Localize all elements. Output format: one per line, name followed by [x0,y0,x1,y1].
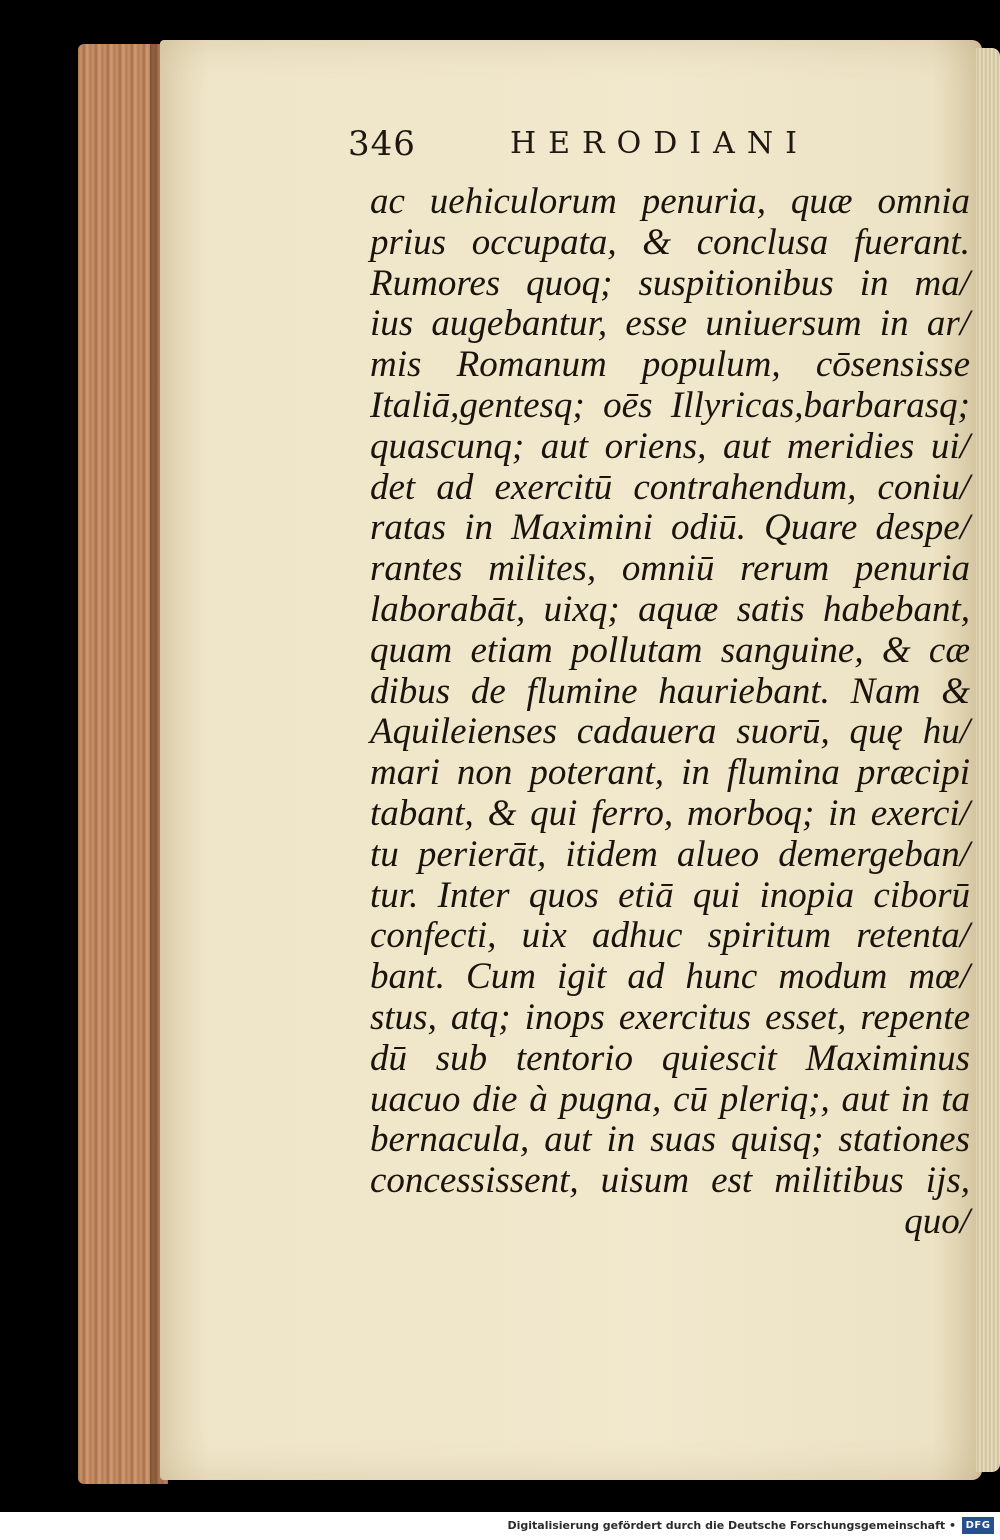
catchword: quo/ [904,1200,970,1242]
running-title: HERODIANI [510,126,809,161]
funding-credit: Digitalisierung gefördert durch die Deutsche Forschungsgemeinschaft • [507,1519,956,1532]
dfg-logo-icon: DFG [962,1517,994,1534]
page-number: 346 [348,124,416,164]
page-right-edge [976,48,1000,1472]
text-line: bant. Cum igit ad hunc modum mœ/ [370,956,970,998]
text-line: ac uehiculorum penuria, quæ omnia [370,181,970,222]
footer-bar [0,1512,1000,1540]
text-line: tu perierāt, itidem alueo demergeban/ [370,833,970,875]
text-line: uacuo die à pugna, cū pleriq;, aut in ta [370,1078,970,1120]
text-line: tur. Inter quos etiā qui inopia ciborū [370,874,970,916]
text-line: stus, atq; inops exercitus esset, repente [370,996,970,1038]
text-line: laborabāt, uixq; aquæ satis habebant, [370,588,970,630]
text-line: det ad exercitū contrahendum, coniu/ [370,466,970,508]
text-line: Italiā,gentesq; oēs Illyricas,barbarasq; [370,384,970,426]
text-line: prius occupata, & conclusa fuerant. [370,221,970,263]
text-line: quam etiam pollutam sanguine, & cæ [370,629,970,671]
text-line: Aquileienses cadauera suorū, quę hu/ [370,711,970,753]
text-line: tabant, & qui ferro, morboq; in exerci/ [370,792,970,834]
text-line: confecti, uix adhuc spiritum retenta/ [370,915,970,957]
text-line: Rumores quoq; suspitionibus in ma/ [370,262,970,304]
text-line: mari non poterant, in flumina præcipi [370,752,970,794]
text-line: concessissent, uisum est militibus ijs, [370,1160,970,1202]
text-line: rantes milites, omniū rerum penuria [370,548,970,590]
text-line: mis Romanum populum, cōsensisse [370,344,970,386]
text-line: quascunq; aut oriens, aut meridies ui/ [370,425,970,467]
text-line: ratas in Maximini odiū. Quare despe/ [370,507,970,549]
text-line: dibus de flumine hauriebant. Nam & [370,670,970,712]
text-line: ius augebantur, esse uniuersum in ar/ [370,303,970,345]
page-header [348,124,818,174]
text-line: bernacula, aut in suas quisq; stationes [370,1119,970,1161]
body-text [370,182,970,1243]
text-line: dū sub tentorio quiescit Maximinus [370,1037,970,1079]
